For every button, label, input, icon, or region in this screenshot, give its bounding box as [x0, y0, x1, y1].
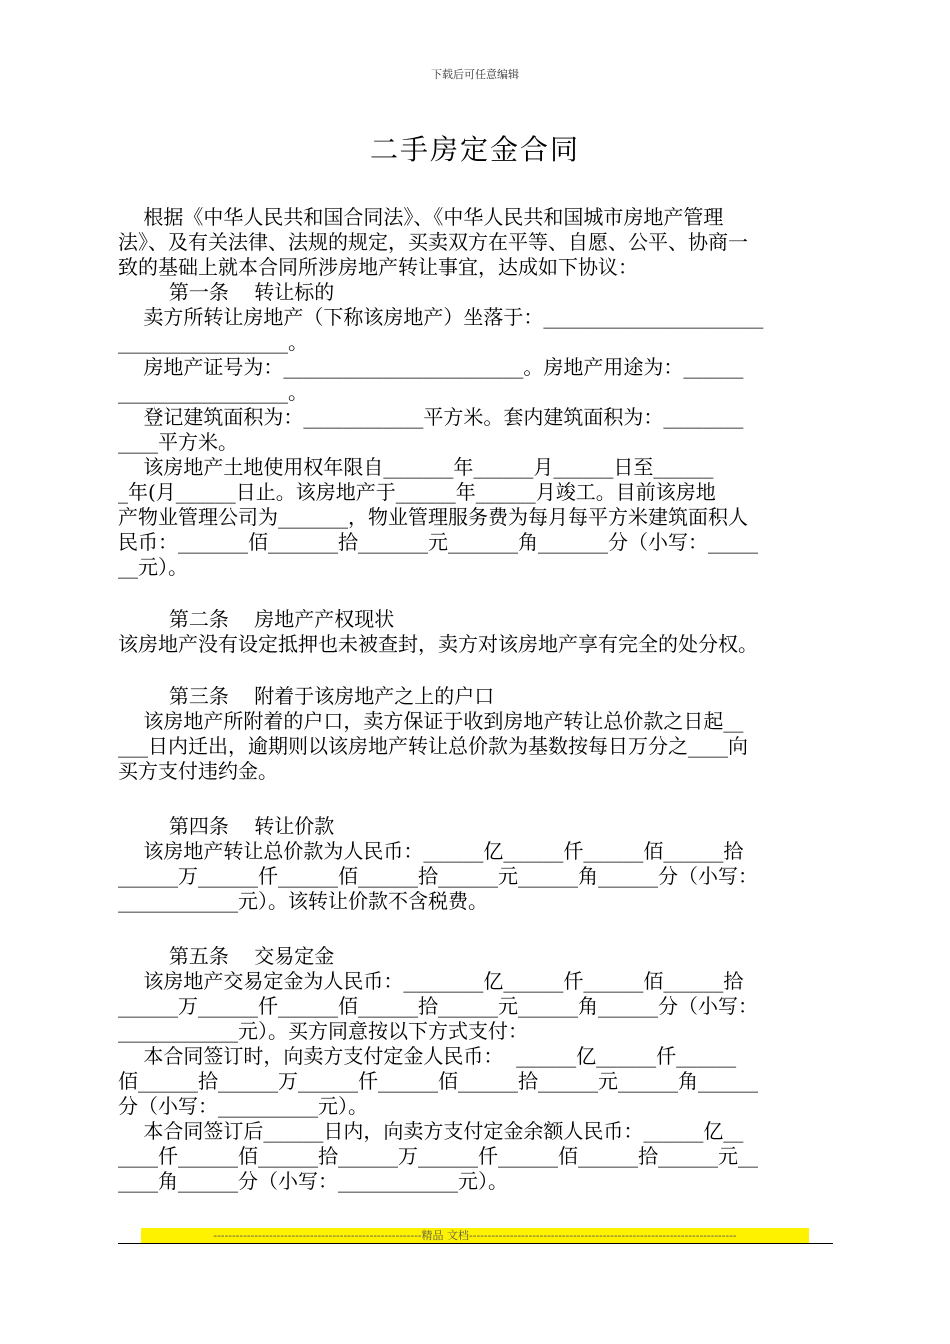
text-line: 房地产证号为：________________________。房地产用途为：______: [118, 355, 744, 379]
blank-line: [118, 657, 833, 684]
text-line: ____角______分（小写：____________元）。: [118, 1169, 508, 1193]
text-line: _年(月______日止。该房地产于______年______月竣工。目前该房地: [118, 480, 716, 504]
text-line: ____仟______佰______拾______万______仟______佰______拾______元__: [118, 1144, 758, 1168]
article-3-heading: 第三条 附着于该房地产之上的户口: [118, 684, 495, 708]
text-line: 法》、及有关法律、法规的规定，买卖双方在平等、自愿、公平、协商一: [118, 230, 748, 254]
article-1-heading: 第一条 转让标的: [118, 280, 335, 304]
text-line: 民币：_______佰_______拾_______元_______角_______分（小写：_____: [118, 530, 758, 554]
contract-body: [118, 205, 833, 1194]
text-line: ____________元）。该转让价款不含税费。: [118, 889, 488, 913]
text-line: 卖方所转让房地产（下称该房地产）坐落于：______________________: [118, 305, 764, 329]
text-line: _________________。: [118, 380, 308, 404]
text-line: 登记建筑面积为：____________平方米。套内建筑面积为：________: [118, 405, 744, 429]
text-line: __元）。: [118, 555, 188, 579]
text-line: 佰______拾______万______仟______佰______拾______元______角______: [118, 1069, 758, 1093]
text-line: ____________元）。买方同意按以下方式支付：: [118, 1019, 528, 1043]
document-title: 二手房定金合同: [369, 133, 580, 166]
text-line: 该房地产所附着的户口，卖方保证于收到房地产转让总价款之日起__: [118, 709, 744, 733]
blank-line: [118, 914, 833, 944]
text-line: 本合同签订后______日内，向卖方支付定金余额人民币：______亿__: [118, 1119, 744, 1143]
article-5-heading: 第五条 交易定金: [118, 944, 335, 968]
blank-line: [118, 580, 833, 607]
text-line: ___日内迁出，逾期则以该房地产转让总价款为基数按每日万分之____向: [118, 734, 748, 758]
footer-divider: [118, 1243, 833, 1244]
text-line: 该房地产没有设定抵押也未被查封，卖方对该房地产享有完全的处分权。: [118, 632, 758, 656]
blank-line: [118, 784, 833, 814]
text-line: ______万______仟______佰______拾______元______角______分（小写：: [118, 864, 758, 888]
text-line: _________________。: [118, 330, 308, 354]
text-line: 该房地产转让总价款为人民币：______亿______仟______佰______拾: [118, 839, 744, 863]
footer-banner: --------------------------------------------------------精品 文档------------------------------------------------------------------------: [141, 1228, 809, 1243]
text-line: 致的基础上就本合同所涉房地产转让事宜，达成如下协议：: [118, 255, 638, 279]
text-line: 买方支付违约金。: [118, 759, 278, 783]
text-line: 本合同签订时，向卖方支付定金人民币： ______亿______仟______: [118, 1044, 737, 1068]
text-line: 产物业管理公司为_______，物业管理服务费为每月每平方米建筑面积人: [118, 505, 748, 529]
text-line: 该房地产土地使用权年限自_______年______月______日至______: [118, 455, 714, 479]
text-line: ______万______仟______佰______拾______元______角______分（小写：: [118, 994, 758, 1018]
text-line: 根据《中华人民共和国合同法》、《中华人民共和国城市房地产管理: [118, 205, 724, 229]
article-2-heading: 第二条 房地产产权现状: [118, 607, 395, 631]
text-line: 分（小写：__________元）。: [118, 1094, 368, 1118]
article-4-heading: 第四条 转让价款: [118, 814, 335, 838]
text-line: 该房地产交易定金为人民币：________亿______仟______佰______拾: [118, 969, 744, 993]
header-note: 下载后可任意编辑: [431, 68, 519, 81]
text-line: ____平方米。: [118, 430, 238, 454]
